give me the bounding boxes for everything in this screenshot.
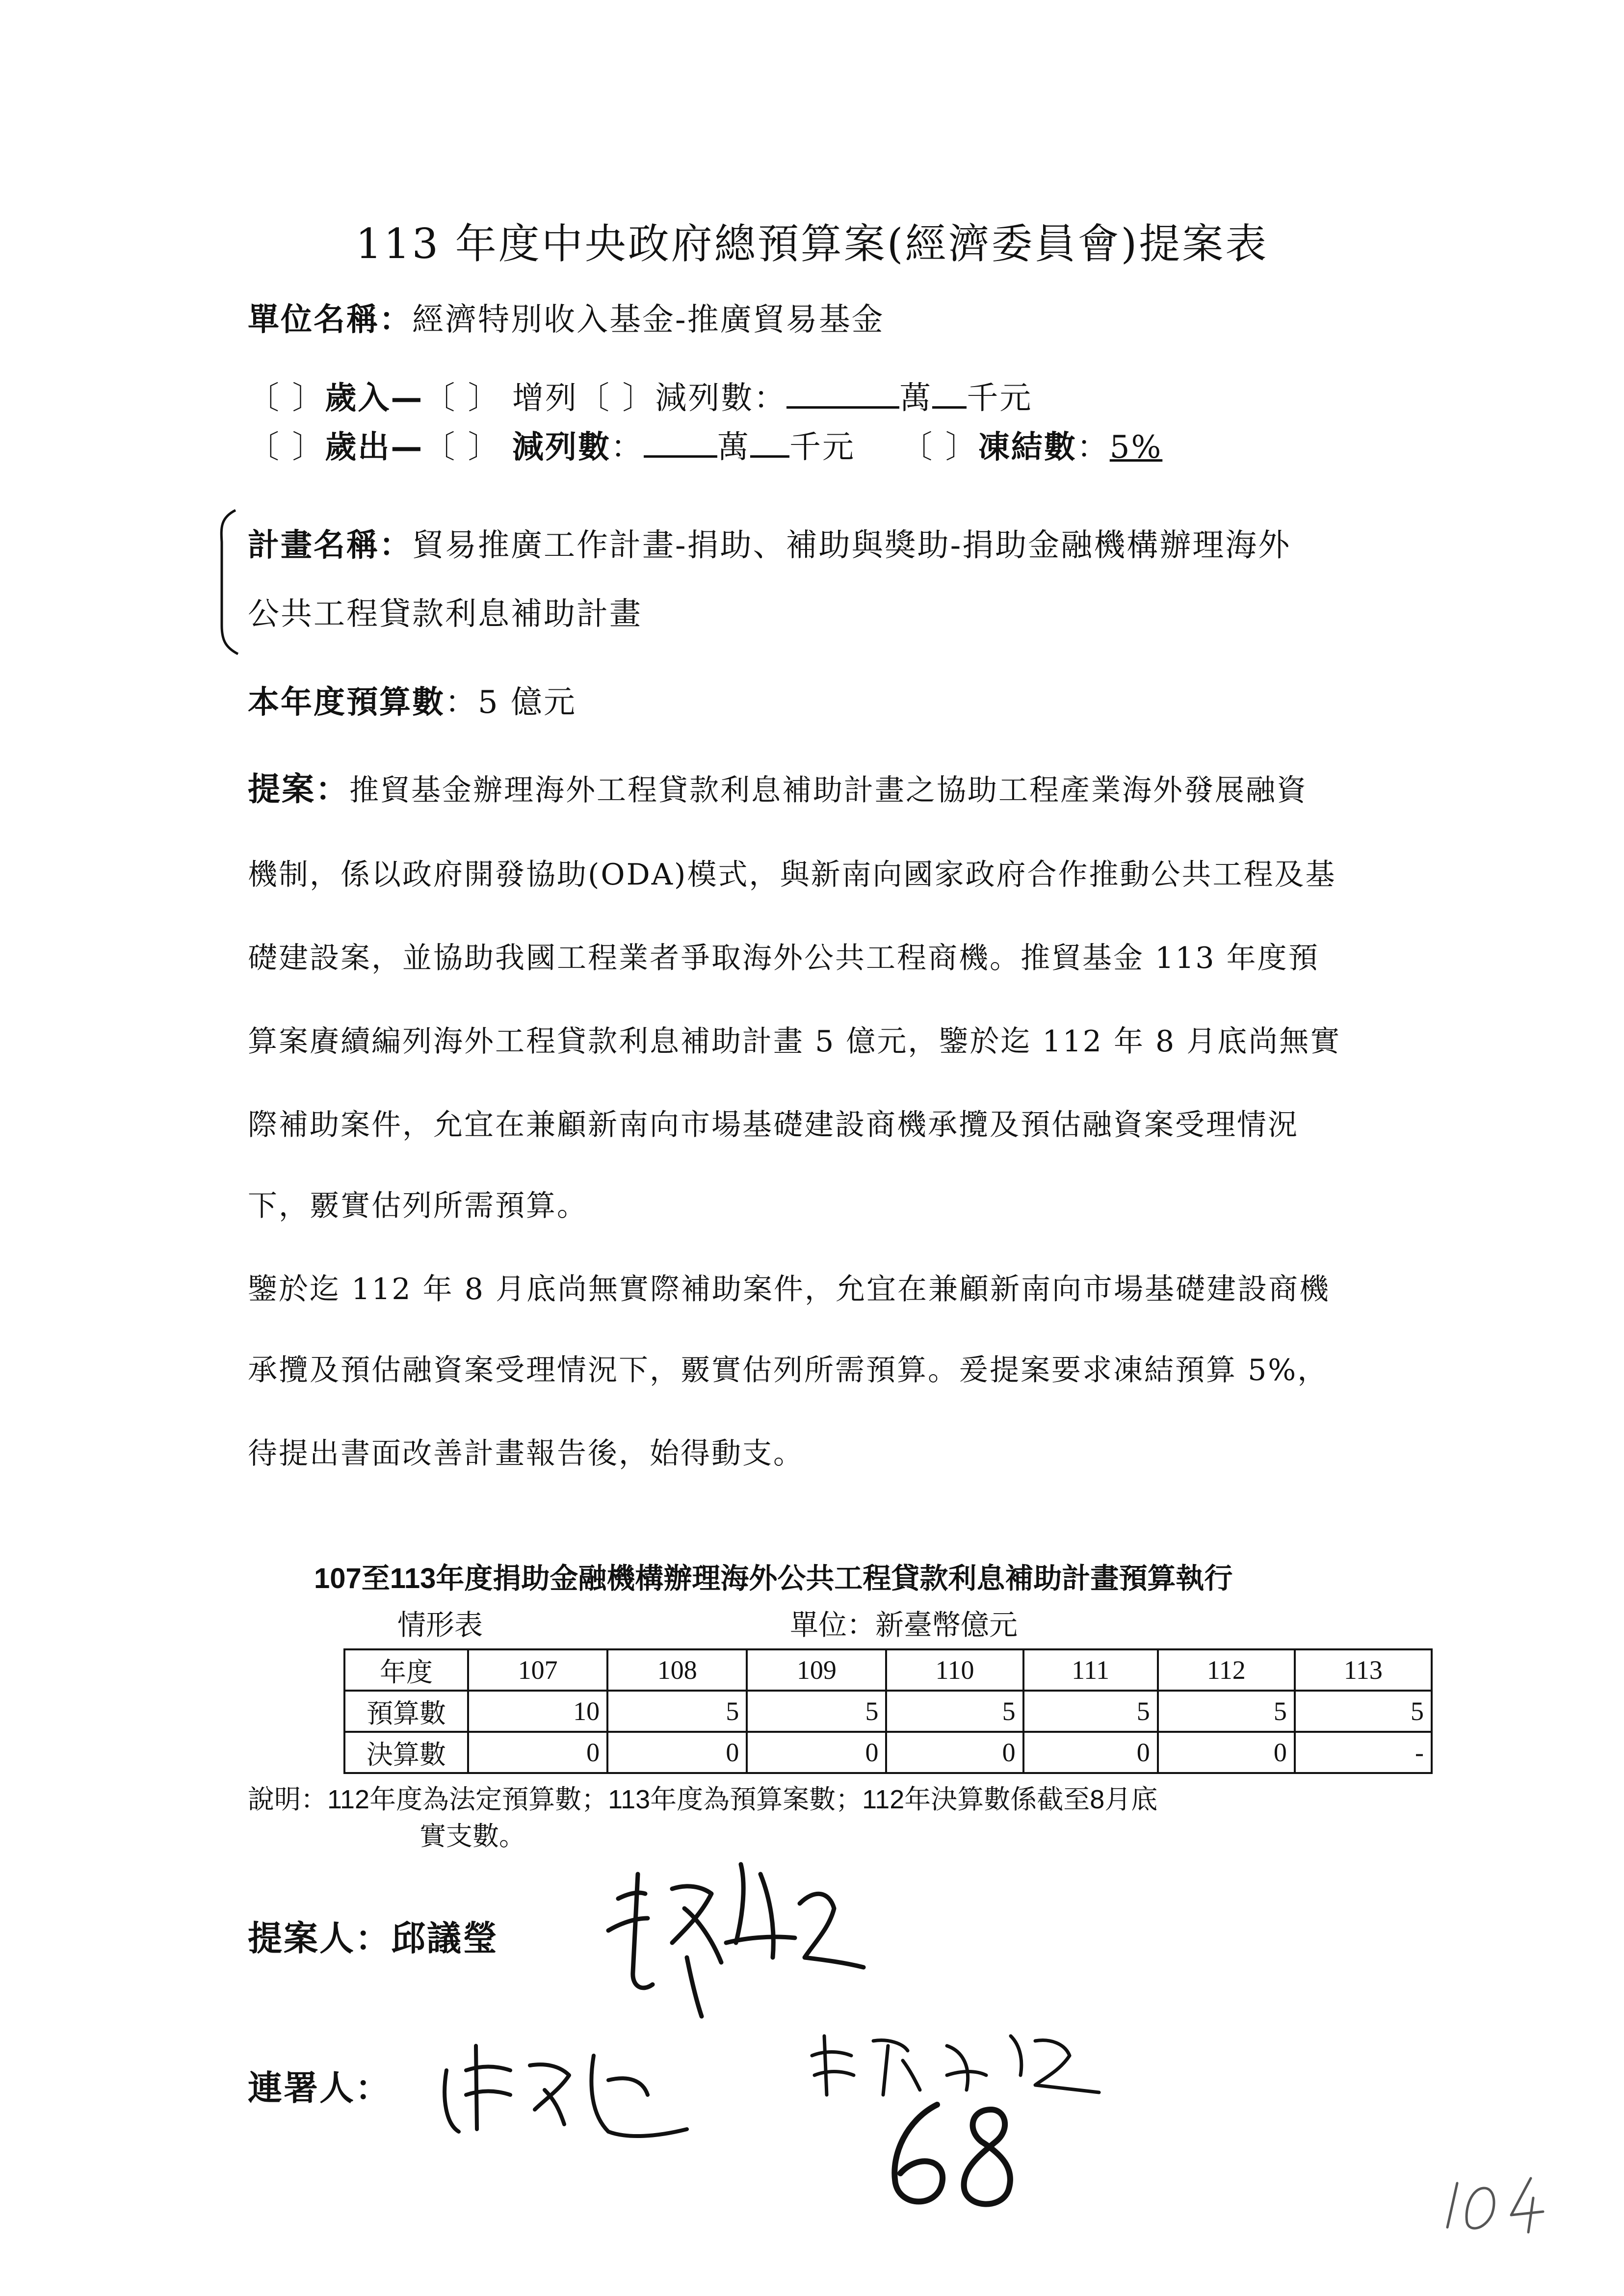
proposal-label: 提案：	[248, 770, 349, 808]
year-cell: 109	[747, 1649, 886, 1691]
plan-row-2: 公共工程貸款利息補助計畫	[248, 596, 642, 632]
page-number	[1438, 2168, 1555, 2237]
plan-label: 計畫名稱：	[248, 527, 412, 564]
plan-brace	[216, 508, 245, 655]
final-cell: 0	[1158, 1732, 1295, 1773]
unit-label: 單位名稱：	[248, 302, 412, 338]
year-header: 年度	[344, 1649, 468, 1691]
year-cell: 107	[468, 1649, 607, 1691]
year-cell: 110	[886, 1649, 1023, 1691]
final-cell: 0	[747, 1732, 886, 1773]
budget-value: ：5 億元	[445, 684, 577, 721]
revenue-wan-blank	[786, 377, 899, 409]
expense-wan: 萬	[717, 429, 751, 466]
budget-execution-table	[343, 1648, 1433, 1774]
budget-cell: 5	[1158, 1691, 1295, 1732]
table-unit: 單位：新臺幣億元	[790, 1609, 1018, 1641]
proposer-name: 邱議瑩	[391, 1918, 498, 1958]
budget-label: 本年度預算數	[248, 684, 445, 721]
budget-cell: 5	[1295, 1691, 1432, 1732]
expense-qian-blank	[750, 426, 789, 458]
budget-cell: 5	[747, 1691, 886, 1732]
note-line-1: 說明：112年度為法定預算數；113年度為預算案數；112年決算數係截至8月底	[248, 1785, 1158, 1814]
final-header: 決算數	[344, 1732, 468, 1773]
year-cell: 108	[607, 1649, 747, 1691]
final-cell: -	[1295, 1732, 1432, 1773]
revenue-label: 歲入—	[325, 380, 424, 417]
cosigner-signature-2	[805, 2016, 1109, 2105]
budget-header: 預算數	[344, 1691, 468, 1732]
revenue-row	[248, 373, 1032, 418]
proposal-line-4: 算案賡續編列海外工程貸款利息補助計畫 5 億元，鑒於迄 112 年 8 月底尚無實	[248, 1024, 1341, 1059]
proposal-line-3: 礎建設案，並協助我國工程業者爭取海外公共工程商機。推貿基金 113 年度預	[248, 941, 1319, 975]
revenue-bracket-2: 〔 〕	[423, 380, 501, 417]
table-row-budget	[344, 1691, 1432, 1732]
budget-cell: 10	[468, 1691, 607, 1732]
plan-line-1: 貿易推廣工作計畫-捐助、補助與獎助-捐助金融機構辦理海外	[412, 527, 1291, 564]
final-cell: 0	[607, 1732, 747, 1773]
proposer-label: 提案人：	[248, 1918, 391, 1958]
proposal-line-1	[248, 763, 1308, 809]
budget-cell: 5	[607, 1691, 747, 1732]
expense-row	[248, 422, 1162, 467]
note-line-2: 實支數。	[419, 1822, 525, 1851]
expense-qianyuan: 千元	[789, 429, 856, 466]
table-title-line-2: 情形表	[397, 1609, 483, 1641]
table-row-final	[344, 1732, 1432, 1773]
revenue-decrease: 減列數：	[655, 380, 787, 417]
proposer-row	[248, 1911, 498, 1960]
revenue-wan: 萬	[899, 380, 933, 417]
proposer-signature	[599, 1845, 873, 2021]
final-cell: 0	[886, 1732, 1023, 1773]
proposal-line-9: 待提出書面改善計畫報告後，始得動支。	[248, 1436, 804, 1471]
unit-row	[248, 294, 885, 339]
cosigner-signature	[432, 2026, 707, 2154]
expense-label: 歲出—	[325, 429, 424, 466]
expense-wan-blank	[644, 426, 717, 458]
final-cell: 0	[468, 1732, 607, 1773]
unit-value: 經濟特別收入基金-推廣貿易基金	[412, 302, 885, 338]
final-cell: 0	[1023, 1732, 1158, 1773]
freeze-label: 凍結數	[978, 429, 1077, 466]
proposal-line-2: 機制，係以政府開發協助(ODA)模式，與新南向國家政府合作推動公共工程及基	[248, 858, 1336, 892]
table-row-years	[344, 1649, 1432, 1691]
proposal-line-8: 承攬及預估融資案受理情況下，覈實估列所需預算。爰提案要求凍結預算 5%，	[248, 1353, 1329, 1387]
budget-cell: 5	[886, 1691, 1023, 1732]
revenue-qian-blank	[932, 377, 967, 409]
expense-bracket-3: 〔 〕	[901, 429, 978, 466]
handwritten-number	[873, 2095, 1030, 2213]
budget-cell: 5	[1023, 1691, 1158, 1732]
cosigner-row	[248, 2061, 391, 2110]
plan-row-1	[248, 520, 1291, 565]
expense-decrease: 減列數	[512, 429, 611, 466]
cosigner-label: 連署人：	[248, 2068, 391, 2108]
table-title-line-1: 107至113年度捐助金融機構辦理海外公共工程貸款利息補助計畫預算執行	[314, 1563, 1233, 1594]
proposal-line-6: 下，覈實估列所需預算。	[248, 1189, 588, 1223]
proposal-line-5: 際補助案件，允宜在兼顧新南向市場基礎建設商機承攬及預估融資案受理情況	[248, 1108, 1299, 1142]
revenue-qianyuan: 千元	[967, 380, 1033, 417]
year-cell: 112	[1158, 1649, 1295, 1691]
proposal-line-7: 鑒於迄 112 年 8 月底尚無實際補助案件，允宜在兼顧新南向市場基礎建設商機	[248, 1272, 1330, 1306]
proposal-text-1: 推貿基金辦理海外工程貸款利息補助計畫之協助工程產業海外發展融資	[349, 773, 1308, 808]
expense-bracket-1: 〔 〕	[248, 429, 325, 466]
revenue-increase: 增列	[512, 380, 578, 417]
revenue-bracket-3: 〔 〕	[578, 380, 655, 417]
expense-colon: ：	[611, 429, 644, 466]
year-cell: 111	[1023, 1649, 1158, 1691]
budget-row	[248, 677, 576, 722]
freeze-colon: ：	[1076, 429, 1110, 466]
expense-bracket-2: 〔 〕	[423, 429, 501, 466]
year-cell: 113	[1295, 1649, 1432, 1691]
freeze-value: 5%	[1109, 429, 1163, 466]
document-title: 113 年度中央政府總預算案(經濟委員會)提案表	[355, 220, 1269, 268]
revenue-bracket-1: 〔 〕	[248, 380, 325, 417]
